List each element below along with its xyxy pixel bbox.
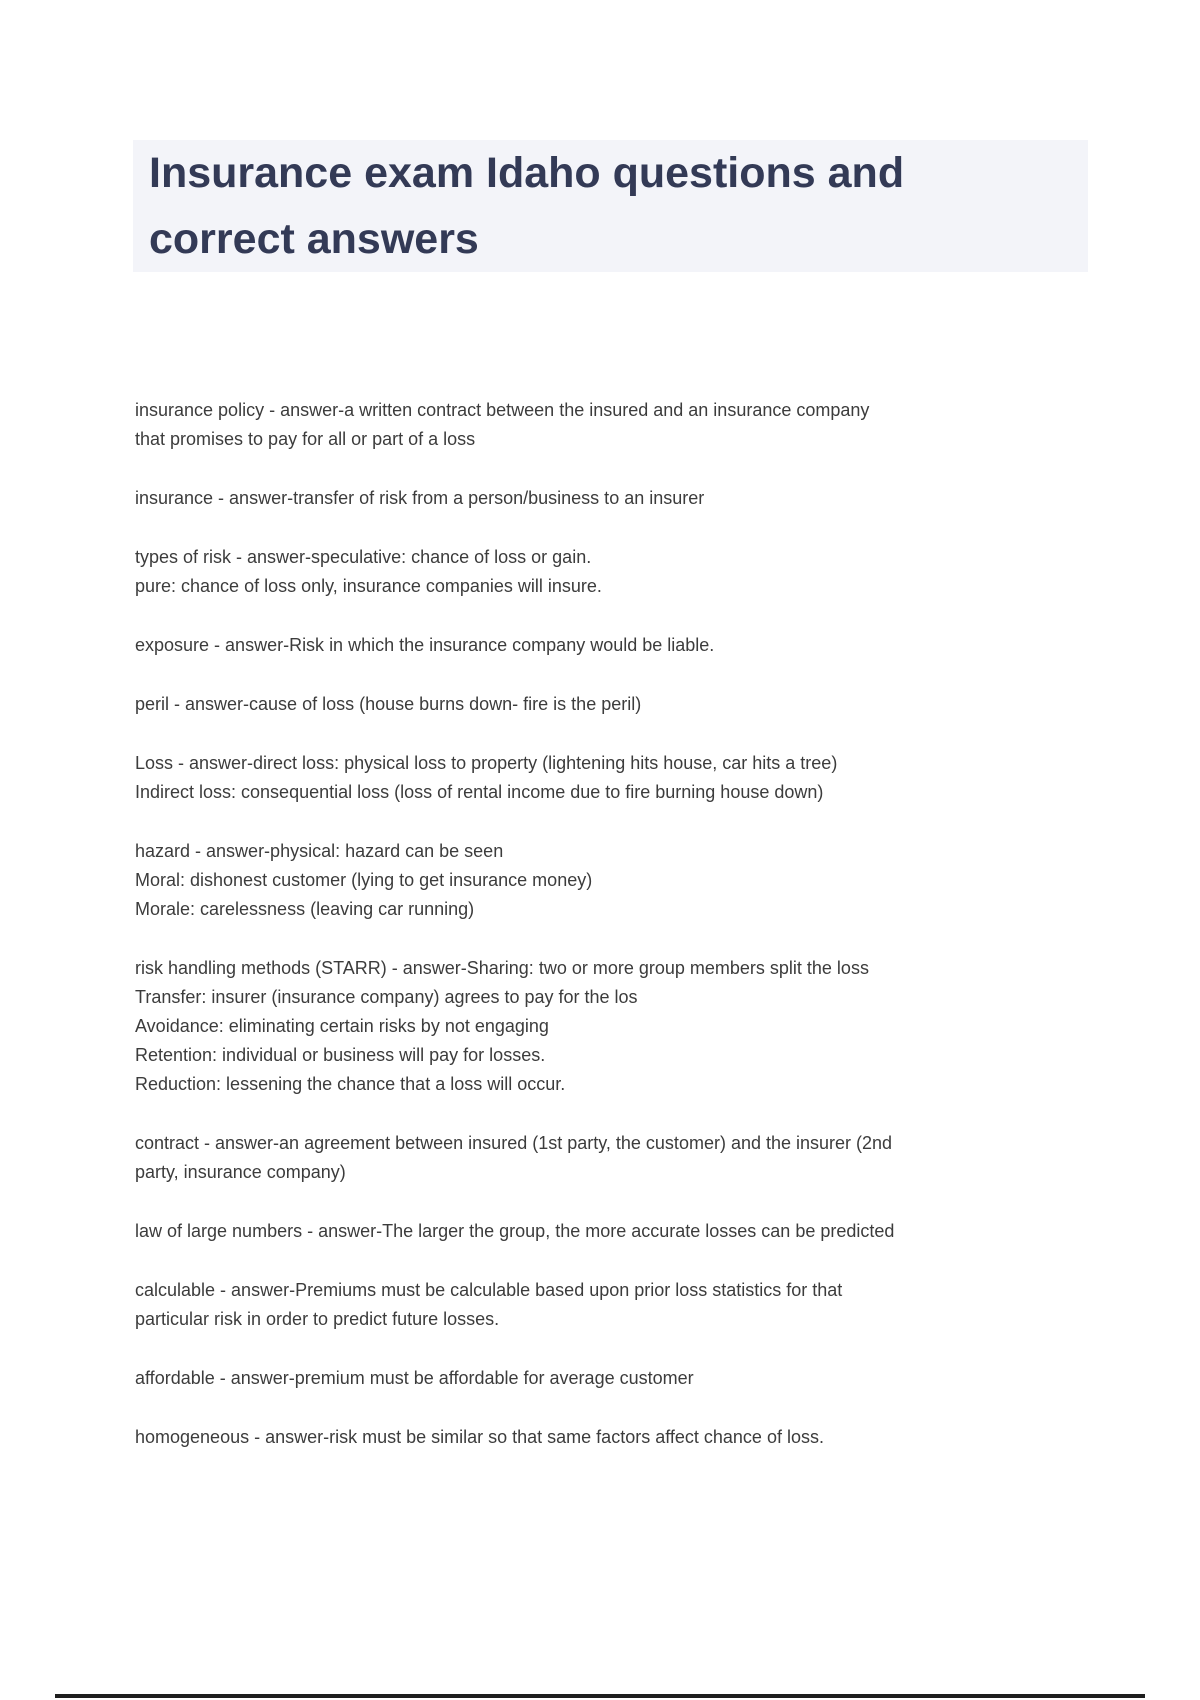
qa-line: contract - answer-an agreement between insured (1st party, the customer) and the insurer (2nd: [135, 1133, 893, 1153]
document-title-line-2: correct answers: [149, 215, 479, 263]
qa-line: calculable - answer-Premiums must be calculable based upon prior loss statistics for that: [135, 1280, 843, 1300]
qa-line: affordable - answer-premium must be affordable for average customer: [135, 1368, 694, 1388]
qa-item-insurance-policy: [135, 396, 1085, 454]
qa-item-affordable: [135, 1364, 1085, 1393]
page-break-divider: [55, 1694, 1145, 1698]
qa-line: Indirect loss: consequential loss (loss of rental income due to fire burning house down): [135, 782, 824, 802]
qa-line: risk handling methods (STARR) - answer-Sharing: two or more group members split the loss: [135, 958, 869, 978]
document-title-block: [133, 140, 1088, 272]
qa-line: insurance - answer-transfer of risk from a person/business to an insurer: [135, 488, 705, 508]
qa-line: Avoidance: eliminating certain risks by not engaging: [135, 1016, 549, 1036]
qa-line: peril - answer-cause of loss (house burns down- fire is the peril): [135, 694, 642, 714]
qa-item-homogeneous: [135, 1423, 1085, 1452]
qa-line: Transfer: insurer (insurance company) agrees to pay for the los: [135, 987, 638, 1007]
qa-line: exposure - answer-Risk in which the insurance company would be liable.: [135, 635, 715, 655]
qa-line: particular risk in order to predict future losses.: [135, 1309, 500, 1329]
qa-item-peril: [135, 690, 1085, 719]
qa-item-contract: [135, 1129, 1085, 1187]
qa-line: homogeneous - answer-risk must be similar so that same factors affect chance of loss.: [135, 1427, 824, 1447]
qa-line: law of large numbers - answer-The larger the group, the more accurate losses can be predicted: [135, 1221, 895, 1241]
qa-line: that promises to pay for all or part of a loss: [135, 429, 476, 449]
qa-item-risk-handling-methods: [135, 954, 1085, 1099]
qa-line: Retention: individual or business will pay for losses.: [135, 1045, 546, 1065]
qa-item-insurance: [135, 484, 1085, 513]
qa-line: Reduction: lessening the chance that a loss will occur.: [135, 1074, 566, 1094]
qa-line: insurance policy - answer-a written contract between the insured and an insurance company: [135, 400, 870, 420]
qa-line: hazard - answer-physical: hazard can be seen: [135, 841, 504, 861]
document-title-line-1: Insurance exam Idaho questions and: [149, 149, 905, 197]
qa-list: [135, 396, 1085, 1482]
qa-item-exposure: [135, 631, 1085, 660]
qa-line: Morale: carelessness (leaving car running): [135, 899, 475, 919]
qa-item-hazard: [135, 837, 1085, 924]
qa-line: pure: chance of loss only, insurance companies will insure.: [135, 576, 602, 596]
qa-line: Loss - answer-direct loss: physical loss to property (lightening hits house, car hits a tree): [135, 753, 838, 773]
qa-line: party, insurance company): [135, 1162, 346, 1182]
qa-line: types of risk - answer-speculative: chance of loss or gain.: [135, 547, 592, 567]
qa-item-calculable: [135, 1276, 1085, 1334]
qa-item-law-of-large-numbers: [135, 1217, 1085, 1246]
qa-line: Moral: dishonest customer (lying to get insurance money): [135, 870, 593, 890]
qa-item-loss: [135, 749, 1085, 807]
qa-item-types-of-risk: [135, 543, 1085, 601]
